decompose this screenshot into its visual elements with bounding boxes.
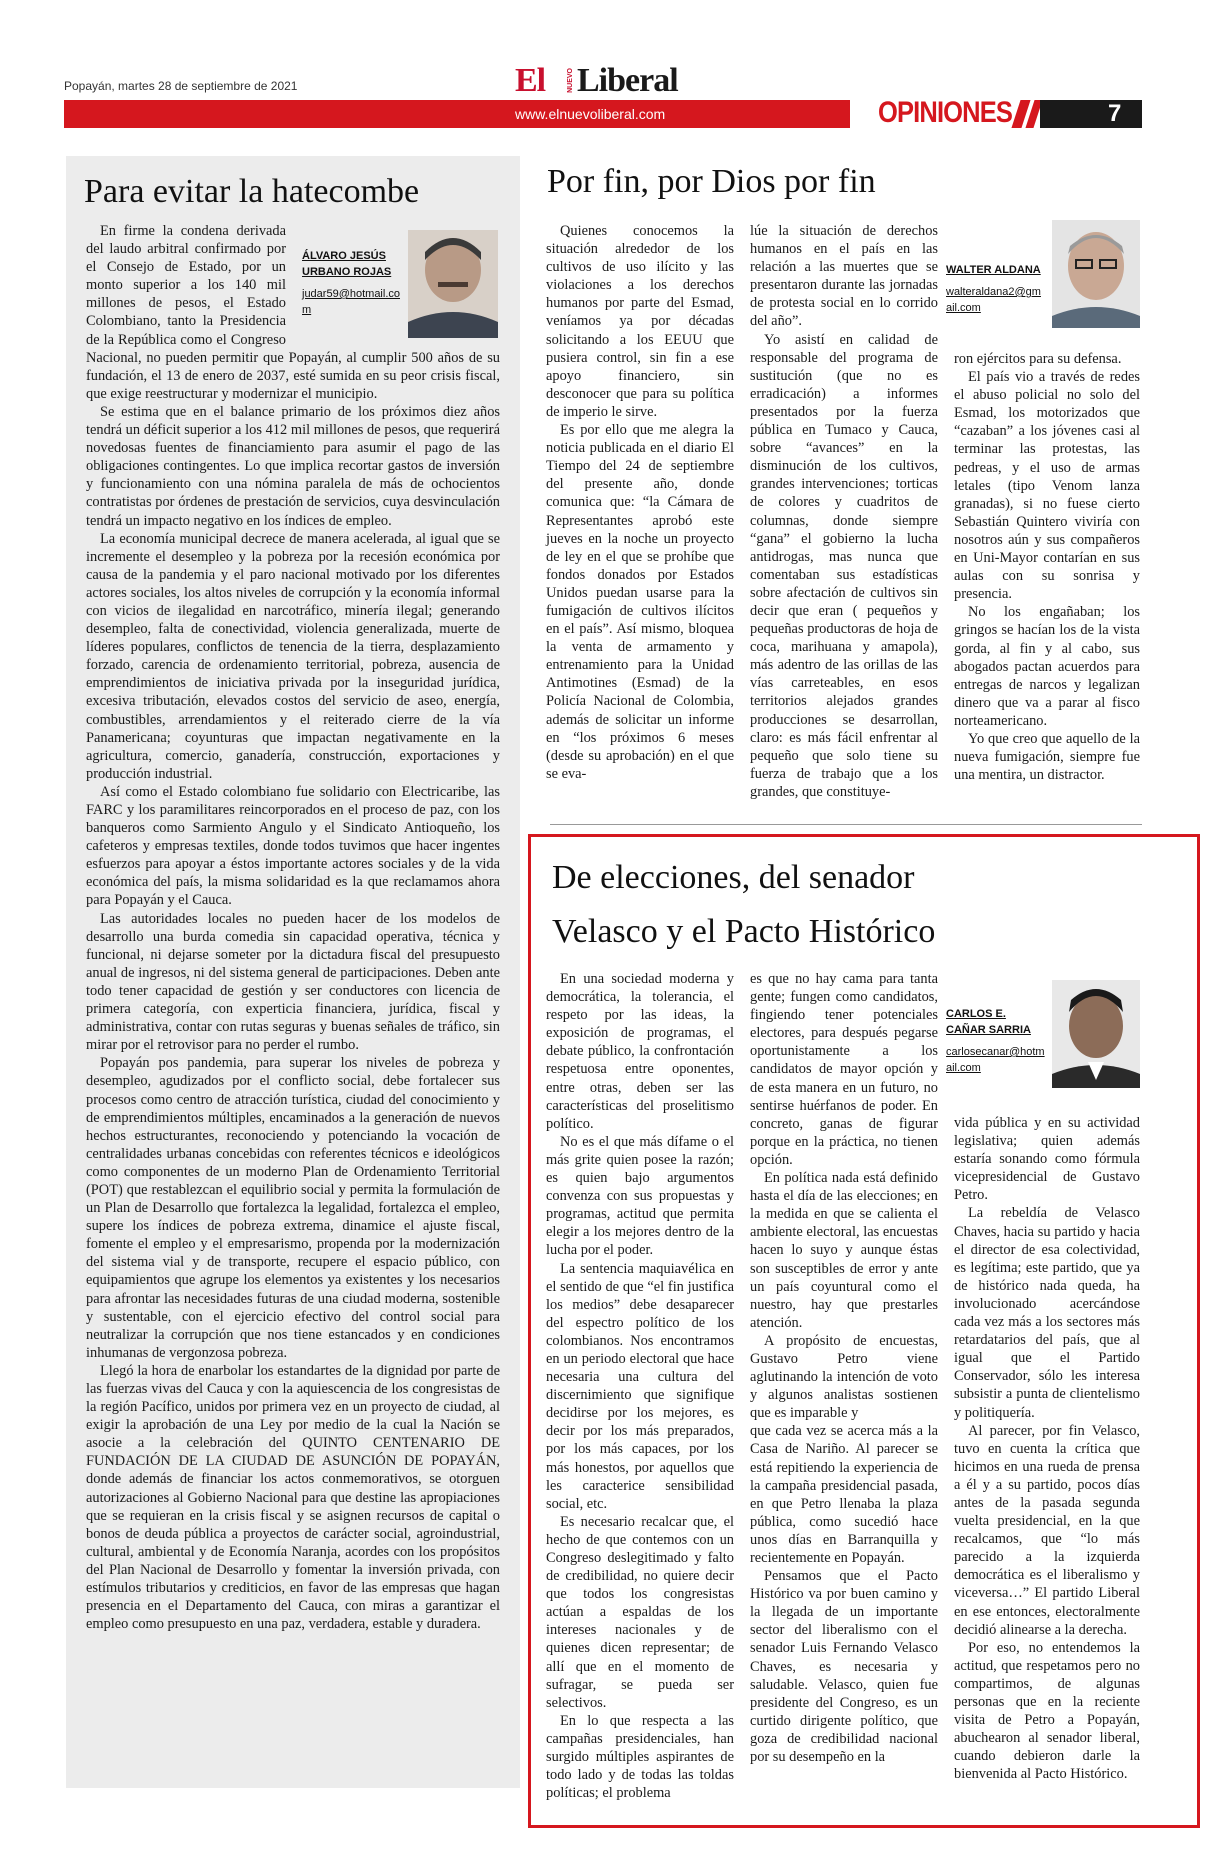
page-number: 7 (1108, 100, 1122, 127)
article-column (750, 970, 938, 1766)
paragraph: En una sociedad moderna y democrática, la tolerancia, el respeto por las ideas, la exposición de programas, el debate público, la confrontación respetuosa entre oponentes, entre otras, deben ser las características del proselitismo político. (546, 971, 734, 1132)
paragraph: Quienes conocemos la situación alrededor de los cultivos de uso ilícito y las violaciones a los derechos humanos por parte del Esmad, veníamos ya por décadas solicitando a los EEUU que pusiera control, sin fin a ese apoyo financiero, sin desconocer que para su política de imperio le sirve. (546, 223, 734, 420)
section-title: OPINIONES (878, 96, 1013, 129)
website-url[interactable]: www.elnuevoliberal.com (515, 106, 666, 122)
author-byline (946, 1006, 1046, 1076)
paragraph: En lo que respecta a las campañas presidenciales, han surgido múltiples aspirantes de todo lado y de todas las toldas políticas; el problema (546, 1712, 734, 1802)
paragraph: Es por ello que me alegra la noticia publicada en el diario El Tiempo del 24 de septiembre del presente año, donde comunica que: “la Cámara de Representantes aprobó este jueves en la noche un proyecto de ley en el que se prohíbe que fondos donados por Estados Unidos puedan usarse para la fumigación de cultivos ilícitos en el país”. Así mismo, bloquea la venta de armamento y entrenamiento para la Unidad Antimotines (Esmad) de la Policía Nacional de Colombia, además de solicitar un informe en “los próximos 6 meses (desde su aprobación) en el que se eva- (546, 422, 734, 782)
article-title-line: De elecciones, del senador (552, 859, 915, 896)
article-divider (550, 824, 1142, 825)
paragraph: No es el que más dífame o el más grite quien posee la razón; es quien bajo argumentos convenza con sus propuestas y programas, actitud que permita elegir a los mejores dentro de la lucha por el poder. (546, 1133, 734, 1259)
article-title: Para evitar la hatecombe (84, 173, 420, 210)
newspaper-logo: El NUEVO Liberal (515, 62, 678, 99)
article-title: Por fin, por Dios por fin (547, 163, 876, 200)
article-column (546, 222, 734, 783)
paragraph: Yo asistí en calidad de responsable del programa de sustitución (que no es erradicación) a informes presentados por la fuerza pública en Tumaco y Cauca, sobre “avances” en la disminución de los cultivos, grandes intervenciones; torticas de colores y cuadritos de columnas, donde siempre “gana” el gobierno la lucha antidrogas, mas nunca que comentaban sus estadísticas sobre afectación de cultivos sin decir que eran ( pequeños y pequeñas productoras de hoja de coca, marihuana y amapola), más adentro de las orillas de las vías carreteables, en esos territorios alejados grandes producciones se desarrollan, claro: es más fácil enfrentar al pequeño que solo tiene su fuerza de trabajo que a los grandes, que constituye- (750, 331, 938, 800)
paragraph: La rebeldía de Velasco Chaves, hacia su partido y hacia el director de esa colectividad, es legítima; este partido, que ya de histórico nada queda, ha involucionado acercándose cada vez más a los sectores más retardatarios del país, que al igual que el Partido Conservador, sólo les interesa subsistir a punta de clientelismo y politiquería. (954, 1205, 1140, 1421)
author-name: ÁLVARO JESÚS URBANO ROJAS (302, 250, 392, 278)
article-column (954, 1114, 1140, 1783)
header-red-bar (64, 100, 850, 128)
article-body (86, 222, 500, 1633)
article-column (750, 222, 938, 801)
paragraph: El país vio a través de redes el abuso policial no solo del Esmad, los motorizados que “cazaban” a los jóvenes casi al terminar las protestas, las pedreas, y el uso de armas letales (tipo Venom lanza granadas), si no fuese cierto Sebastián Quintero viviría con nosotros aún y sus compañeros en Uni-Mayor contarían en sus aulas con su sonrisa y presencia. (954, 369, 1140, 603)
page-number-box (1040, 100, 1142, 128)
author-name: CARLOS E. CAÑAR SARRIA (946, 1008, 1031, 1036)
author-email[interactable]: judar59@hotmail.com (302, 288, 400, 316)
paragraph: A propósito de encuestas, Gustavo Petro viene aglutinando la intención de voto y algunos analistas sostienen que es imparable y (750, 1332, 938, 1422)
author-name: WALTER ALDANA (946, 264, 1041, 276)
paragraph: Popayán pos pandemia, para superar los niveles de pobreza y desempleo, agudizados por el conflicto social, debe fortalecer sus procesos como centro de atracción turística, ciudad del conocimiento y de emprendimientos múltiples, encaminados a la generación de nuevos hechos estructurantes, reconociendo y potenciando la vocación de centralidades urbanas concebidas con referentes técnicos e ideológicos como componentes de un moderno Plan de Ordenamiento Territorial (POT) que restablezcan el equilibrio social y permita la formulación de un Plan de Desarrollo que fortalezca la legalidad, fortalezca el empleo, supere los índices de pobreza extrema, dinamice el ajuste fiscal, fomente el empleo y el empresarismo, propenda por la modernización del sistema vial y de transporte, recupere el espacio público, con equipamientos que agrupe los elementos ya existentes y los necesarios para afrontar las necesidades futuras de una ciudad moderna, sostenible y sustentable, con el ejercicio efectivo del control social para neutralizar la corrupción que nos tiene estancados y en condiciones inhumanas de vergonzosa pobreza. (86, 1055, 500, 1361)
author-photo (1052, 980, 1140, 1088)
paragraph: Pensamos que el Pacto Histórico va por buen camino y la llegada de un importante sector del liberalismo con el senador Luis Fernando Velasco Chaves, es necesaria y saludable. Velasco, quien fue presidente del Congreso, es un curtido dirigente político, que goza de credibilidad nacional por su desempeño en la (750, 1568, 938, 1766)
paragraph: La sentencia maquiavélica en el sentido de que “el fin justifica los medios” debe desaparecer del espectro político de los colombianos. Nos encontramos en un periodo electoral que hace necesaria una cultura del discernimiento que signifique decidirse por los mejores, es decir por los más preparados, por los más capaces, por los más honestos, por aquellos que les caracterice sensibilidad social, etc. (546, 1260, 734, 1512)
author-email[interactable]: walteraldana2@gmail.com (946, 286, 1041, 314)
author-byline (946, 262, 1046, 316)
article-title-line: Velasco y el Pacto Histórico (552, 913, 936, 950)
paragraph: es que no hay cama para tanta gente; fungen como candidatos, fingiendo tener potenciales electores, para después pegarse oportunistamente a los candidatos de mayor opción y de esta manera en un futuro, no sentirse huérfanos de poder. En concreto, ganas de figurar porque en la práctica, no tienen opción. (750, 971, 938, 1168)
paragraph: Por eso, no entendemos la actitud, que respetamos pero no compartimos, de algunas personas que en la reciente visita de Petro a Popayán, abuchearon al senador liberal, cuando debieron darle la bienvenida al Pacto Histórico. (954, 1639, 1140, 1783)
issue-date: Popayán, martes 28 de septiembre de 2021 (64, 79, 298, 93)
author-photo (1052, 220, 1140, 328)
paragraph: En firme la condena derivada del laudo arbitral confirmado por el Consejo de Estado, por un monto superior a los 140 mil millones de pesos, el Estado Colombiano, tanto la Presidencia de la República como el Congreso Nacional, no pueden permitir que Popayán, al cumplir 500 años de su fundación, el 13 de enero de 2037, esté sumida en su peor crisis fiscal, que exige reestructurar y modernizar el municipio. (86, 223, 500, 402)
paragraph: Llegó la hora de enarbolar los estandartes de la dignidad por parte de las fuerzas vivas del Cauca y con la aquiescencia de los congresistas de la región Pacífico, unidos por primera vez en un proyecto de ciudad, al exigir la aprobación de una Ley por medio de la cual la Nación se asocie a la celebración del QUINTO CENTENARIO DE FUNDACIÓN DE LA CIUDAD DE ASUNCIÓN DE POPAYÁN, donde además de financiar los actos conmemorativos, se otorguen autorizaciones al Gobierno Nacional para que destine las apropiaciones que se requieran en la crisis fiscal y se asignen recursos de capital o bonos de deuda pública a proyectos de carácter social, agroindustrial, cultural, ambiental y de Economía Naranja, acordes con los propósitos del Plan Nacional de Desarrollo y fomentar la inversión privada, con estímulos tributarios y crediticios, en favor de las empresas que hagan presencia en el Departamento del Cauca, con miras a garantizar el empleo como presupuesto en una paz, verdadera, estable y duradera. (86, 1362, 500, 1633)
paragraph: Así como el Estado colombiano fue solidario con Electricaribe, las FARC y los paramilitares reincorporados en el proceso de paz, con los banqueros como Sarmiento Angulo y el Sindicato Antioqueño, los cafeteros y empresas textiles, donde todos tuvimos que hacer ingentes esfuerzos para apoyar a éstos importante actores sociales y de la vida económica del país, la misma solidaridad es la que reclamamos ahora para Popayán y el Cauca. (86, 783, 500, 909)
paragraph: La economía municipal decrece de manera acelerada, al igual que se incremente el desempleo y la pobreza por la recesión económica por causa de la pandemia y el paro nacional motivado por los diferentes actores sociales, los altos niveles de corrupción y la economía informal con vicios de ilegalidad en narcotráfico, minería ilegal; generando desempleo, falta de conectividad, violencia generalizada, muerte de líderes populares, conflictos de tenencia de la tierra, desplazamiento forzado, carencia de ordenamiento territorial, pobreza, ausencia de emprendimientos de iniciativa privada por la inseguridad jurídica, excesiva tributación, elevados costos del servicio de aseo, energía, combustibles, arrendamientos y el reiterado cierre de la vía Panamericana; coyunturas que impactan negativamente en la agricultura, comercio, ganadería, construcción, exportaciones y producción industrial. (86, 530, 500, 782)
paragraph: No los engañaban; los gringos se hacían los de la vista gorda, al fin y al cabo, sus abogados pactan acuerdos para entregas de narcos y legalizan dinero que va a parar al fisco norteamericano. (954, 604, 1140, 729)
paragraph: En política nada está definido hasta el día de las elecciones; en la medida en que se calienta el ambiente electoral, las encuestas hacen lo suyo y aunque éstas son susceptibles de error y ante un país coyuntural como el nuestro, hay que prestarles atención. (750, 1170, 938, 1331)
paragraph: lúe la situación de derechos humanos en el país en las relación a las muertes que se presentaron durante las jornadas de protesta social en lo corrido del año”. (750, 223, 938, 330)
paragraph: Yo que creo que aquello de la nueva fumigación, siempre fue una mentira, un distractor. (954, 730, 1140, 784)
paragraph: vida pública y en su actividad legislativa; quien además estaría sonando como fórmula vicepresidencial de Gustavo Petro. (954, 1115, 1140, 1204)
author-email[interactable]: carlosecanar@hotmail.com (946, 1046, 1045, 1074)
paragraph: Las autoridades locales no pueden hacer de los modelos de desarrollo una burda comedia sin capacidad operativa, técnica y funcional, ni dejarse someter por la dictadura fiscal del presupuesto anual de ingresos, ni del sistema general de participaciones. Deben ante todo tener capacidad de gestión y ser conductores con licencia de primera categoría, con experticia financiera, jurídica, fiscal y administrativa, contar con rutas seguras y buenas señales de tráfico, sin mirar por el retrovisor para no perder el rumbo. (86, 910, 500, 1054)
paragraph: Es necesario recalcar que, el hecho de que contemos con un Congreso deslegitimado y falto de credibilidad, no quiere decir que todos los congresistas actúan a espaldas de los intereses nacionales y de quienes dicen representar; de allí que en el momento de sufragar, se pueda ser selectivos. (546, 1513, 734, 1711)
article-column (954, 350, 1140, 784)
paragraph: Se estima que en el balance primario de los próximos diez años tendrá un déficit superior a los 412 mil millones de pesos, que requerirá novedosas fuentes de financiamiento para asumir el pago de las obligaciones contingentes. Lo que implica recortar gastos de inversión y funcionamiento con una nómina paralela de más de ochocientos contratistas por órdenes de prestación de servicios, cuya desvinculación tendrá un impacto negativo en los índices de empleo. (86, 403, 500, 529)
article-column (546, 970, 734, 1802)
paragraph: Al parecer, por fin Velasco, tuvo en cuenta la crítica que hicimos en una rueda de prensa a él y a su partido, pocos días antes de la pasada segunda vuelta presidencial, en la que recalcamos, que “lo más parecido a la izquierda democrática es el liberalismo y viceversa…” El partido Liberal en ese entonces, electoralmente decidió alinearse a la derecha. (954, 1422, 1140, 1638)
paragraph: que cada vez se acerca más a la Casa de Nariño. Al parecer se está repitiendo la experiencia de la campaña presidencial pasada, en que Petro llenaba la plaza pública, como sucedió hace unos días en Barranquilla y recientemente en Popayán. (750, 1423, 938, 1566)
paragraph: ron ejércitos para su defensa. (954, 351, 1122, 367)
